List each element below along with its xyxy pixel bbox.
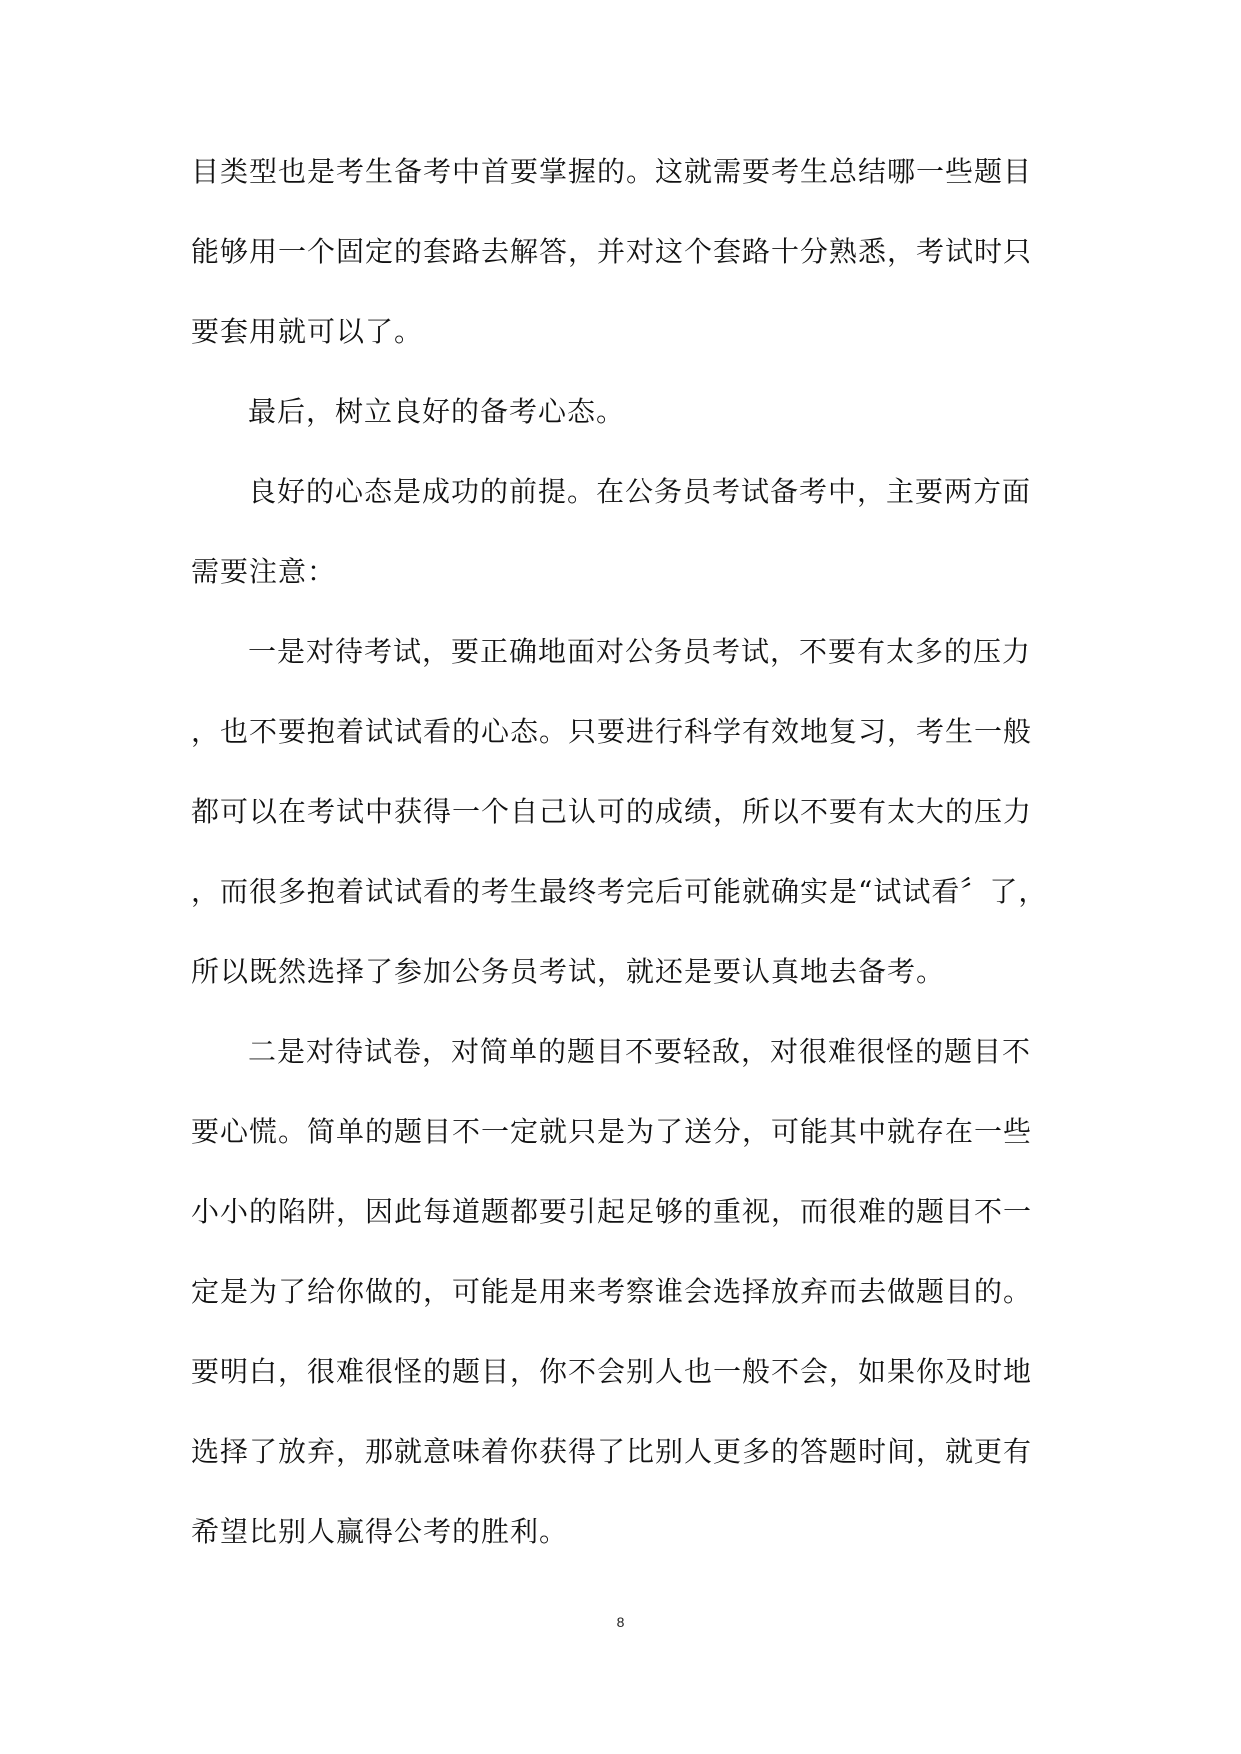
text-line: 要套用就可以了。 bbox=[191, 315, 424, 348]
text-line: 目类型也是考生备考中首要掌握的。这就需要考生总结哪一些题目 bbox=[191, 155, 1033, 188]
text-line: 良好的心态是成功的前提。在公务员考试备考中，主要两方面 bbox=[248, 475, 1032, 508]
text-line: 一是对待考试，要正确地面对公务员考试，不要有太多的压力 bbox=[248, 635, 1032, 668]
paragraph-heading: 最后，树立良好的备考心态。 bbox=[248, 395, 626, 428]
text-line: 希望比别人赢得公考的胜利。 bbox=[191, 1515, 569, 1548]
text-line: 都可以在考试中获得一个自己认可的成绩，所以不要有太大的压力 bbox=[191, 795, 1033, 828]
text-line: 要心慌。简单的题目不一定就只是为了送分，可能其中就存在一些 bbox=[191, 1115, 1033, 1148]
text-line: 需要注意： bbox=[191, 555, 337, 588]
text-line: 要明白，很难很怪的题目，你不会别人也一般不会，如果你及时地 bbox=[191, 1355, 1033, 1388]
text-line: 定是为了给你做的，可能是用来考察谁会选择放弃而去做题目的。 bbox=[191, 1275, 1033, 1308]
text-line: 选择了放弃，那就意味着你获得了比别人更多的答题时间，就更有 bbox=[191, 1435, 1033, 1468]
text-line: 二是对待试卷，对简单的题目不要轻敌，对很难很怪的题目不 bbox=[248, 1035, 1032, 1068]
text-line: 能够用一个固定的套路去解答，并对这个套路十分熟悉，考试时只 bbox=[191, 235, 1033, 268]
text-line: 小小的陷阱，因此每道题都要引起足够的重视，而很难的题目不一 bbox=[191, 1195, 1033, 1228]
text-line: ，也不要抱着试试看的心态。只要进行科学有效地复习，考生一般 bbox=[191, 715, 1033, 748]
body-text bbox=[191, 152, 1048, 1592]
text-line: 所以既然选择了参加公务员考试，就还是要认真地去备考。 bbox=[191, 955, 946, 988]
text-line: ，而很多抱着试试看的考生最终考完后可能就确实是“试试看〞了， bbox=[191, 875, 1048, 908]
page-number: 8 bbox=[616, 1614, 625, 1630]
